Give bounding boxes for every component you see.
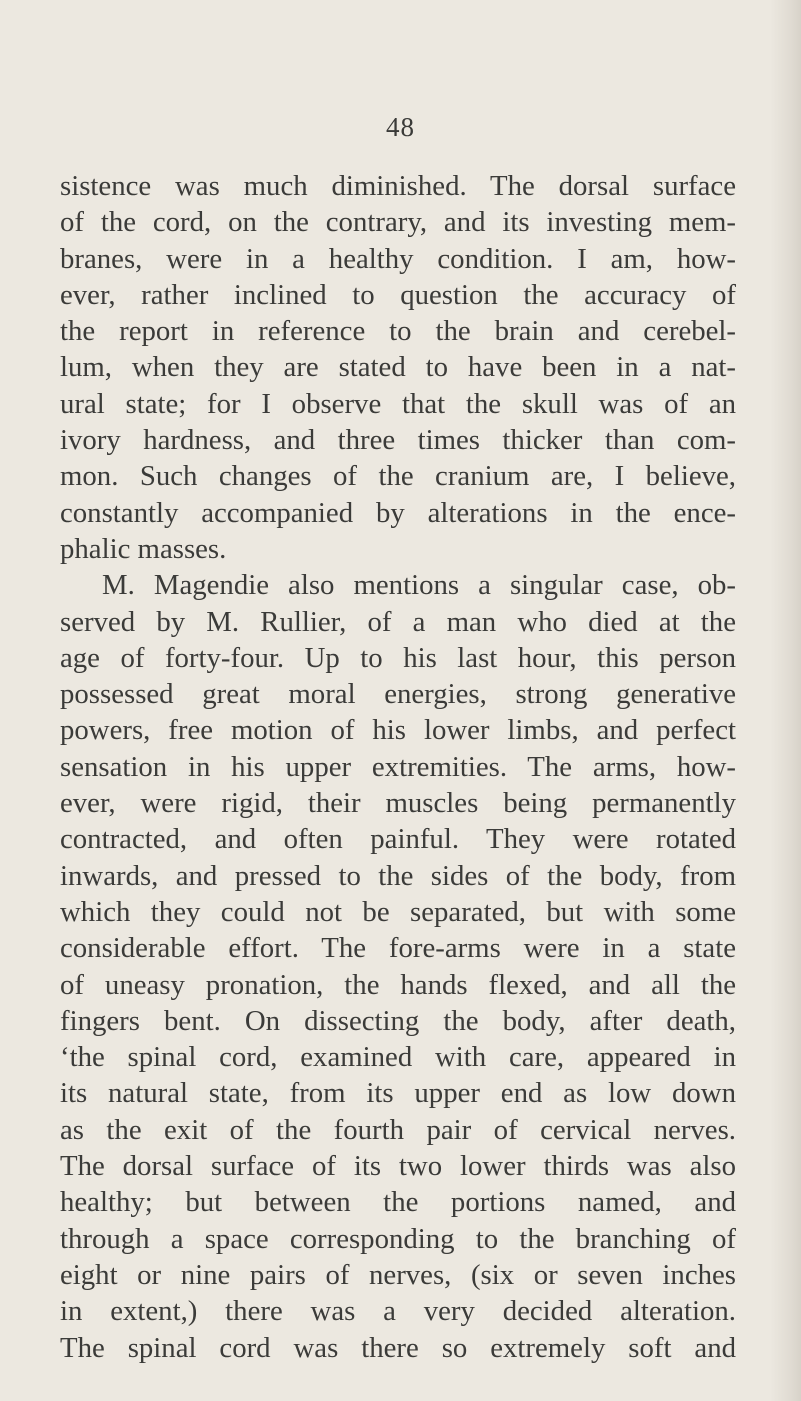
text-line: which they could not be separated, but with some [60, 895, 736, 928]
body-text [60, 168, 736, 1366]
page-number: 48 [386, 112, 415, 142]
text-line: sistence was much diminished. The dorsal surface [60, 170, 736, 202]
text-line: The dorsal surface of its two lower thirds was also [60, 1150, 736, 1183]
text-line: eight or nine pairs of nerves, (six or seven inches [60, 1258, 736, 1291]
text-line: through a space corresponding to the branching of [60, 1222, 736, 1255]
text-line: sensation in his upper extremities. The arms, how- [60, 750, 736, 783]
text-line: as the exit of the fourth pair of cervical nerves. [60, 1113, 736, 1146]
text-line: branes, were in a healthy condition. I am, how- [60, 242, 736, 275]
text-line: age of forty-four. Up to his last hour, this person [60, 641, 736, 674]
text-line: healthy; but between the portions named, and [60, 1186, 736, 1219]
text-line: of the cord, on the contrary, and its investing mem- [60, 206, 736, 239]
text-line: possessed great moral energies, strong generative [60, 678, 736, 711]
text-line: constantly accompanied by alterations in the ence- [60, 496, 736, 529]
text-line: inwards, and pressed to the sides of the body, from [60, 859, 736, 892]
paragraph-start-line: M. Magendie also mentions a singular case, ob- [102, 569, 736, 602]
text-line: powers, free motion of his lower limbs, and perfect [60, 714, 736, 747]
text-line: in extent,) there was a very decided alteration. [60, 1295, 736, 1328]
text-line: its natural state, from its upper end as low down [60, 1077, 736, 1110]
text-line: ivory hardness, and three times thicker than com- [60, 424, 736, 457]
text-line: lum, when they are stated to have been in a nat- [60, 351, 736, 384]
text-line: fingers bent. On dissecting the body, after death, [60, 1004, 736, 1037]
text-line: mon. Such changes of the cranium are, I believe, [60, 460, 736, 493]
text-line: served by M. Rullier, of a man who died at the [60, 605, 736, 638]
paragraph-end-line: phalic masses. [60, 532, 227, 565]
text-line: The spinal cord was there so extremely soft and [60, 1331, 736, 1364]
text-line: considerable effort. The fore-arms were in a state [60, 932, 736, 965]
text-line: ‘the spinal cord, examined with care, appeared in [60, 1041, 736, 1074]
text-line: ural state; for I observe that the skull was of an [60, 387, 736, 420]
text-line: ever, rather inclined to question the accuracy of [60, 278, 736, 311]
text-line: contracted, and often painful. They were rotated [60, 823, 736, 856]
text-line: the report in reference to the brain and cerebel- [60, 315, 736, 348]
text-line: ever, were rigid, their muscles being permanently [60, 787, 736, 820]
text-line: of uneasy pronation, the hands flexed, and all the [60, 968, 736, 1001]
